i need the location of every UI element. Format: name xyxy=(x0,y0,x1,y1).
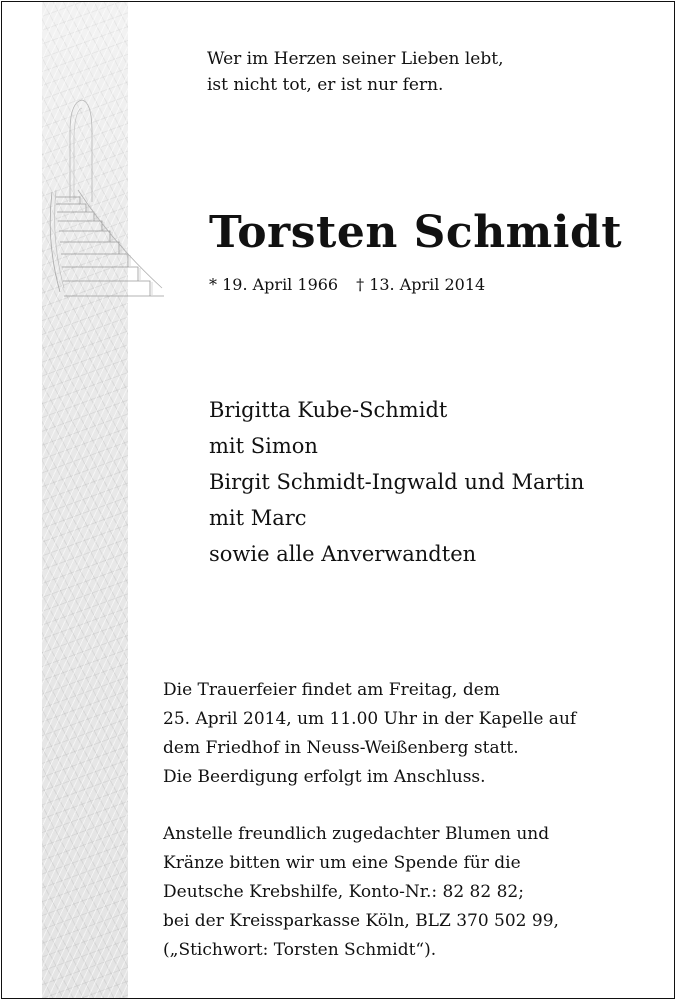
mourner-line: mit Marc xyxy=(209,506,307,530)
stairs-drawing-icon xyxy=(42,92,172,312)
donation-line: Anstelle freundlich zugedachter Blumen und xyxy=(163,824,550,844)
mourner-line: Brigitta Kube-Schmidt xyxy=(209,398,448,422)
motto-quote xyxy=(207,46,503,98)
funeral-info xyxy=(163,676,576,792)
life-dates xyxy=(209,274,485,296)
mourner-line: sowie alle Anverwandten xyxy=(209,542,477,566)
motto-line: ist nicht tot, er ist nur fern. xyxy=(207,75,444,95)
donation-line: („Stichwort: Torsten Schmidt“). xyxy=(163,940,437,960)
donation-line: Deutsche Krebshilfe, Konto-Nr.: 82 82 82; xyxy=(163,882,524,902)
obituary-notice xyxy=(1,1,675,999)
donation-info xyxy=(163,820,559,965)
motto-line: Wer im Herzen seiner Lieben lebt, xyxy=(207,49,504,69)
death-date: † 13. April 2014 xyxy=(356,275,486,294)
funeral-line: Die Trauerfeier findet am Freitag, dem xyxy=(163,680,500,700)
birth-date: * 19. April 1966 xyxy=(209,275,339,294)
mourner-line: Birgit Schmidt-Ingwald und Martin xyxy=(209,470,585,494)
donation-line: bei der Kreissparkasse Köln, BLZ 370 502 99, xyxy=(163,911,559,931)
donation-line: Kränze bitten wir um eine Spende für die xyxy=(163,853,521,873)
mourners-list xyxy=(209,392,584,572)
funeral-line: Die Beerdigung erfolgt im Anschluss. xyxy=(163,767,486,787)
deceased-name: Torsten Schmidt xyxy=(209,207,623,258)
mourner-line: mit Simon xyxy=(209,434,318,458)
funeral-line: dem Friedhof in Neuss-Weißenberg statt. xyxy=(163,738,519,758)
funeral-line: 25. April 2014, um 11.00 Uhr in der Kapelle auf xyxy=(163,709,577,729)
